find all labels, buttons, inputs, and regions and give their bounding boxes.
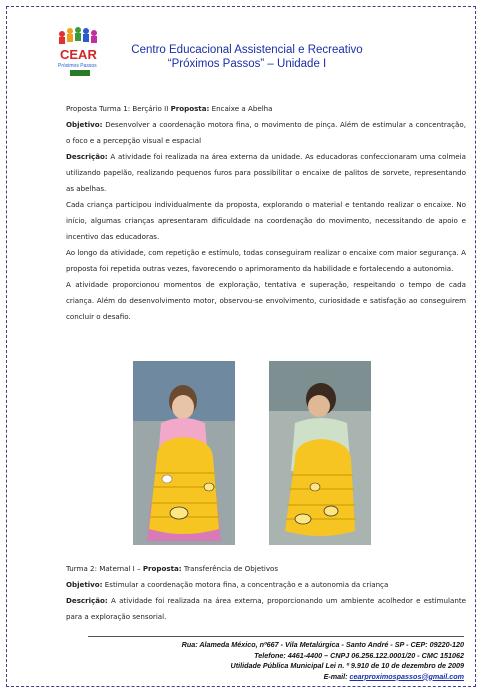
section-2-intro xyxy=(66,561,466,577)
objective-label: Objetivo: xyxy=(66,580,103,589)
section-2 xyxy=(66,561,466,625)
section-1-intro-plain: Proposta Turma 1: Berçário II xyxy=(66,104,171,113)
section-2-description xyxy=(66,593,466,625)
objective-text: Desenvolver a coordenação motora fina, o movimento de pinça. Além de estimular a concentração, o foco e a percepção visual e espacial xyxy=(66,120,466,145)
footer-public-utility: Utilidade Pública Municipal Lei n. º 9.910 de 10 de dezembro de 2009 xyxy=(230,661,464,670)
footer-divider xyxy=(88,636,464,637)
activity-photo-1 xyxy=(133,361,235,545)
section-1-intro xyxy=(66,101,466,117)
section-1-proposal-label: Proposta: xyxy=(170,104,210,113)
section-1-proposal-value: Encaixe a Abelha xyxy=(209,104,273,113)
footer-phones: Telefone: 4461-4400 – CNPJ 06.256.122.0001/20 - CMC 151062 xyxy=(254,650,464,660)
footer-address: Rua: Alameda México, nº667 - Vila Metalúrgica - Santo André - SP - CEP: 09220-120 xyxy=(181,640,464,649)
footer xyxy=(88,640,464,682)
description-text: A atividade foi realizada na área externa da unidade. As educadoras confeccionaram uma colmeia utilizando papelão, realizando pequenos furos para possibilitar o encaixe de palitos de sorvete, representando as abelhas. xyxy=(66,152,466,193)
section-1-description xyxy=(66,149,466,197)
section-2-proposal-label: Proposta: xyxy=(142,564,182,573)
section-1-paragraph-3: A atividade proporcionou momentos de exploração, tentativa e superação, respeitando o tempo de cada criança. Além do desenvolvimento motor, observou-se envolvimento, curiosidade e satisfação ao conseguirem concluir o desafio. xyxy=(66,280,466,321)
objective-text: Estimular a coordenação motora fina, a concentração e a autonomia da criança xyxy=(102,580,389,589)
description-text: A atividade foi realizada na área externa, proporcionando um ambiente acolhedor e estimulante para a exploração sensorial. xyxy=(66,596,466,621)
logo-text: CEAR xyxy=(60,47,97,62)
section-1 xyxy=(66,101,466,325)
section-2-proposal-value: Transferência de Objetivos xyxy=(181,564,279,573)
email-label: E-mail: xyxy=(323,671,350,681)
header-title xyxy=(112,43,382,71)
activity-photo-2 xyxy=(269,361,371,545)
cear-logo xyxy=(56,26,104,78)
logo-subtext: Próximos Passos xyxy=(58,63,97,69)
title-line-2: “Próximos Passos” – Unidade I xyxy=(167,58,327,70)
section-1-paragraph-1: Cada criança participou individualmente da proposta, explorando o material e tentando realizar o encaixe. No início, algumas crianças apresentaram dificuldade na coordenação do movimento, necessitando de apoio e incentivo das educadoras. xyxy=(66,200,466,241)
section-1-paragraph-2: Ao longo da atividade, com repetição e estímulo, todas conseguiram realizar o encaixe com maior segurança. A proposta foi repetida outras vezes, favorecendo o aprimoramento da habilidade e fortalecendo a autonomia. xyxy=(66,248,466,273)
email-link[interactable]: cearproximospassos@gmail.com xyxy=(349,671,464,681)
footer-email xyxy=(88,672,464,683)
section-2-objective xyxy=(66,577,466,593)
title-line-1: Centro Educacional Assistencial e Recreativo xyxy=(131,44,363,56)
description-label: Descrição: xyxy=(66,152,108,161)
description-label: Descrição: xyxy=(66,596,108,605)
section-1-objective xyxy=(66,117,466,149)
objective-label: Objetivo: xyxy=(66,120,103,129)
section-2-intro-plain: Turma 2: Maternal I – xyxy=(66,564,143,573)
